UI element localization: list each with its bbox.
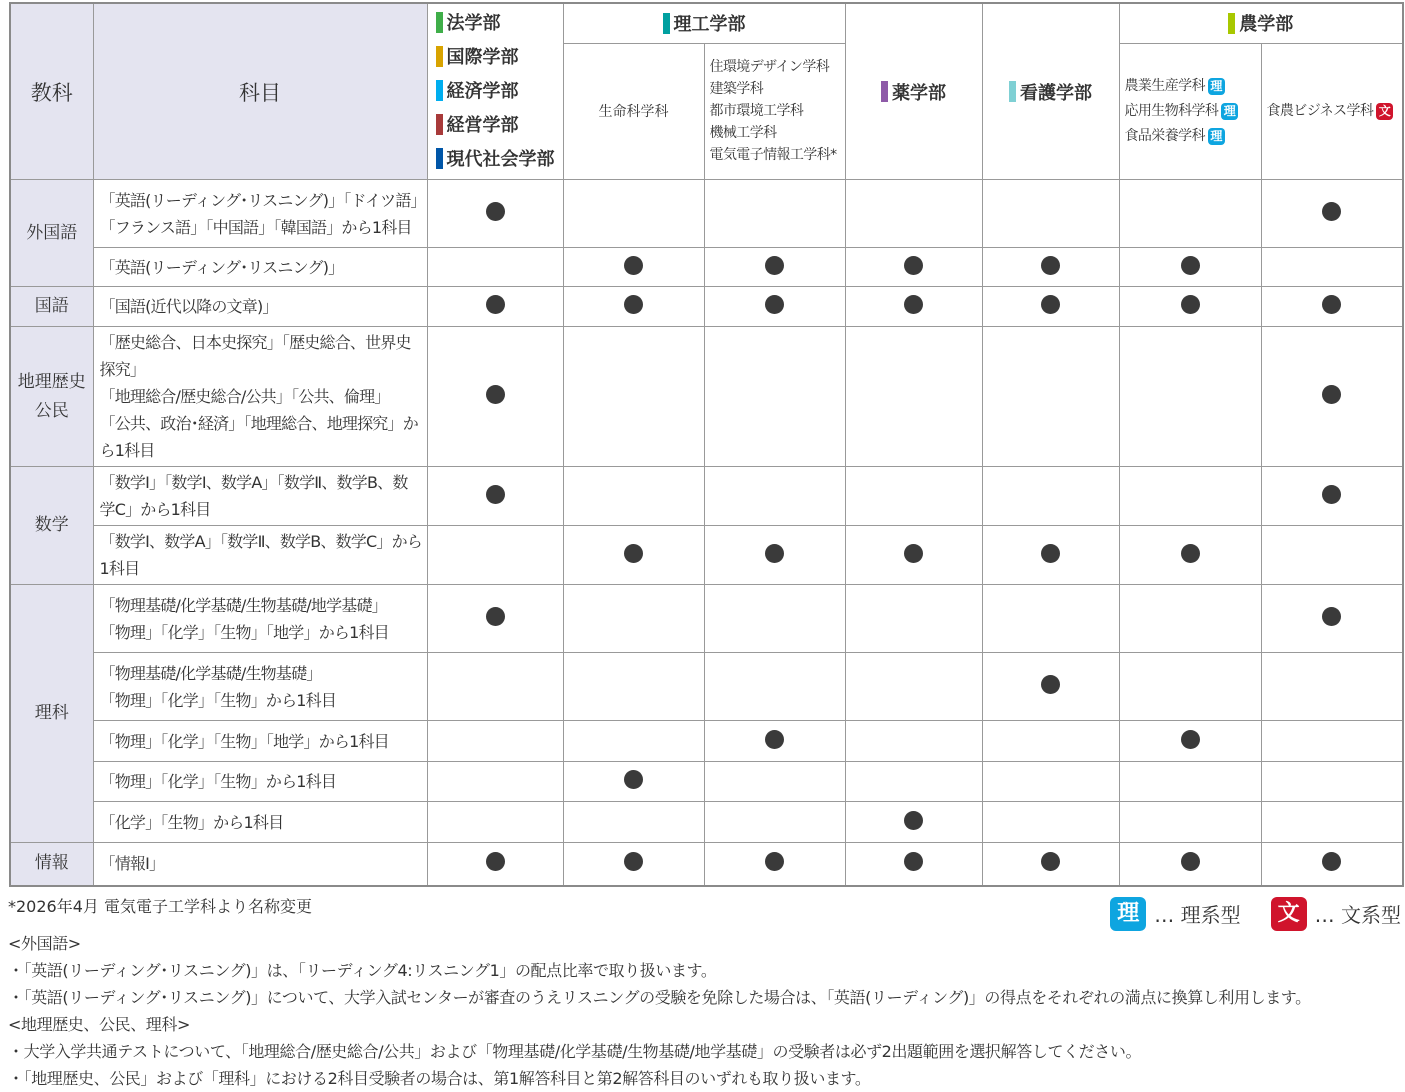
table-row bbox=[10, 327, 1403, 467]
color-bar-icon bbox=[663, 13, 670, 34]
mark-cell bbox=[563, 180, 704, 248]
filled-circle-icon bbox=[1181, 730, 1200, 749]
mark-cell bbox=[704, 585, 845, 653]
faculty-name: 法学部 bbox=[446, 13, 501, 34]
mark-cell bbox=[563, 762, 704, 802]
filled-circle-icon bbox=[486, 485, 505, 504]
dept-name bbox=[1262, 99, 1403, 124]
mark-cell bbox=[845, 327, 982, 467]
science-badge-icon: 理 bbox=[1208, 128, 1225, 145]
mark-cell bbox=[427, 248, 563, 287]
subject-line: 「国語(近代以降の文章)」 bbox=[99, 297, 278, 316]
subject-cell bbox=[93, 248, 427, 287]
subject-cell bbox=[93, 802, 427, 843]
filled-circle-icon bbox=[1181, 544, 1200, 563]
subject-line: 「英語(リーディング･リスニング)」「ドイツ語」 bbox=[99, 190, 426, 210]
note-line: ・大学入学共通テストについて、「地理総合/歴史総合/公共」および「物理基礎/化学基礎/生物基礎/地学基礎」の受験者は必ず2出題範囲を選択解答してください。 bbox=[8, 1041, 1142, 1061]
filled-circle-icon bbox=[904, 811, 923, 830]
filled-circle-icon bbox=[765, 256, 784, 275]
subject-line: 「数学Ⅰ」「数学Ⅰ、数学A」「数学Ⅱ、数学B、数学C」から1科目 bbox=[99, 473, 408, 519]
mark-cell bbox=[704, 248, 845, 287]
subject-line: 「物理基礎/化学基礎/生物基礎」 bbox=[99, 663, 322, 683]
subject-line: 「物理」「化学」「生物」から1科目 bbox=[99, 690, 337, 710]
mark-cell bbox=[427, 327, 563, 467]
faculty-4 bbox=[436, 145, 557, 171]
mark-cell bbox=[563, 585, 704, 653]
subject-cell bbox=[93, 467, 427, 526]
color-bar-icon bbox=[436, 12, 443, 33]
dept-label: 農業生産学科 bbox=[1124, 77, 1205, 94]
dept-name: 都市環境工学科 bbox=[709, 103, 804, 120]
mark-cell bbox=[704, 287, 845, 327]
filled-circle-icon bbox=[904, 256, 923, 275]
filled-circle-icon bbox=[1322, 852, 1341, 871]
subject-cell bbox=[93, 585, 427, 653]
mark-cell bbox=[845, 802, 982, 843]
filled-circle-icon bbox=[1041, 256, 1060, 275]
header-subject: 科目 bbox=[93, 3, 427, 180]
table-row bbox=[10, 287, 1403, 327]
faculty-name: 理工学部 bbox=[673, 14, 746, 36]
subject-cell bbox=[93, 762, 427, 802]
humanities-badge-icon: 文 bbox=[1271, 897, 1307, 931]
subject-line: 「歴史総合、日本史探究」「歴史総合、世界史探究」 bbox=[99, 333, 411, 379]
category-cell bbox=[10, 467, 93, 585]
faculty-pharmacy bbox=[845, 3, 982, 180]
note-line: ・「英語(リーディング･リスニング)」について、大学入試センターが審査のうえリスニングの受験を免除した場合は、「英語(リーディング)」の得点をそれぞれの満点に換算し利用します。 bbox=[8, 987, 1311, 1007]
table-row bbox=[10, 762, 1403, 802]
subject-line: 「英語(リーディング･リスニング)」 bbox=[99, 257, 344, 277]
legend-label: … 理系型 bbox=[1154, 903, 1241, 927]
mark-cell bbox=[982, 248, 1119, 287]
category-cell bbox=[10, 843, 93, 886]
mark-cell bbox=[1261, 248, 1403, 287]
filled-circle-icon bbox=[1041, 675, 1060, 694]
mark-cell bbox=[563, 526, 704, 585]
filled-circle-icon bbox=[1041, 544, 1060, 563]
mark-cell bbox=[1119, 327, 1261, 467]
filled-circle-icon bbox=[486, 852, 505, 871]
mark-cell bbox=[704, 802, 845, 843]
science-badge-icon: 理 bbox=[1110, 897, 1146, 931]
mark-cell bbox=[1261, 467, 1403, 526]
subject-cell bbox=[93, 526, 427, 585]
faculty-name: 薬学部 bbox=[892, 82, 946, 104]
category-label: 公民 bbox=[34, 400, 69, 421]
mark-cell bbox=[845, 180, 982, 248]
subject-line: 「数学Ⅰ、数学A」「数学Ⅱ、数学B、数学C」から1科目 bbox=[99, 532, 422, 578]
mark-cell bbox=[1261, 287, 1403, 327]
dept-name: 電気電子情報工学科* bbox=[709, 147, 837, 164]
subject-cell bbox=[93, 180, 427, 248]
dept-life-science: 生命科学科 bbox=[563, 43, 704, 179]
mark-cell bbox=[1119, 526, 1261, 585]
mark-cell bbox=[704, 653, 845, 721]
footnote: *2026年4月 電気電子工学科より名称変更 bbox=[8, 896, 312, 916]
mark-cell bbox=[1119, 180, 1261, 248]
dept-list-science bbox=[704, 43, 845, 179]
mark-cell bbox=[845, 287, 982, 327]
note-line: <地理歴史、公民、理科> bbox=[8, 1014, 191, 1034]
dept-name: 住環境デザイン学科 bbox=[709, 59, 830, 76]
mark-cell bbox=[563, 287, 704, 327]
mark-cell bbox=[1261, 762, 1403, 802]
faculty-name: 現代社会学部 bbox=[446, 149, 555, 170]
faculty-name: 経営学部 bbox=[446, 115, 519, 136]
mark-cell bbox=[845, 721, 982, 762]
filled-circle-icon bbox=[765, 852, 784, 871]
faculty-name: 国際学部 bbox=[446, 47, 519, 68]
mark-cell bbox=[1261, 327, 1403, 467]
filled-circle-icon bbox=[765, 730, 784, 749]
mark-cell bbox=[845, 248, 982, 287]
category-label: 数学 bbox=[34, 515, 69, 535]
mark-cell bbox=[982, 467, 1119, 526]
category-cell bbox=[10, 180, 93, 287]
color-bar-icon bbox=[436, 114, 443, 135]
mark-cell bbox=[563, 467, 704, 526]
dept-name bbox=[1120, 74, 1261, 99]
mark-cell bbox=[427, 585, 563, 653]
mark-cell bbox=[563, 327, 704, 467]
mark-cell bbox=[982, 180, 1119, 248]
faculty-name: 農学部 bbox=[1239, 14, 1294, 36]
filled-circle-icon bbox=[486, 202, 505, 221]
table-row bbox=[10, 467, 1403, 526]
note-line: <外国語> bbox=[8, 933, 81, 953]
dept-name: 機械工学科 bbox=[709, 125, 777, 142]
category-cell bbox=[10, 585, 93, 843]
legend bbox=[1080, 897, 1401, 931]
subject-line: 「化学」「生物」から1科目 bbox=[99, 812, 284, 832]
dept-name bbox=[1120, 99, 1261, 124]
mark-cell bbox=[427, 843, 563, 886]
table-row bbox=[10, 248, 1403, 287]
mark-cell bbox=[845, 585, 982, 653]
mark-cell bbox=[982, 843, 1119, 886]
mark-cell bbox=[1261, 721, 1403, 762]
dept-name: 建築学科 bbox=[709, 81, 764, 98]
table-row bbox=[10, 180, 1403, 248]
subject-line: 「物理」「化学」「生物」から1科目 bbox=[99, 772, 337, 791]
mark-cell bbox=[704, 526, 845, 585]
dept-label: 食農ビジネス学科 bbox=[1266, 102, 1374, 119]
mark-cell bbox=[563, 653, 704, 721]
science-badge-icon: 理 bbox=[1221, 103, 1238, 120]
color-bar-icon bbox=[1009, 81, 1016, 102]
table-row bbox=[10, 585, 1403, 653]
color-bar-icon bbox=[436, 80, 443, 101]
category-label: 地理歴史 bbox=[17, 371, 86, 392]
filled-circle-icon bbox=[624, 852, 643, 871]
mark-cell bbox=[704, 180, 845, 248]
mark-cell bbox=[1119, 843, 1261, 886]
mark-cell bbox=[427, 653, 563, 721]
category-label: 外国語 bbox=[26, 222, 78, 243]
filled-circle-icon bbox=[765, 544, 784, 563]
filled-circle-icon bbox=[624, 295, 643, 314]
subject-line: 「物理」「化学」「生物」「地学」から1科目 bbox=[99, 731, 389, 751]
filled-circle-icon bbox=[486, 607, 505, 626]
mark-cell bbox=[1119, 287, 1261, 327]
legend-label: … 文系型 bbox=[1314, 903, 1401, 927]
filled-circle-icon bbox=[1322, 295, 1341, 314]
filled-circle-icon bbox=[624, 544, 643, 563]
note-line: ・「英語(リーディング･リスニング)」は、「リーディング4:リスニング1」の配点比率で取り扱います。 bbox=[8, 960, 717, 980]
subject-line: 「物理」「化学」「生物」「地学」から1科目 bbox=[99, 622, 389, 642]
mark-cell bbox=[1261, 585, 1403, 653]
mark-cell bbox=[1261, 526, 1403, 585]
filled-circle-icon bbox=[904, 295, 923, 314]
category-cell bbox=[10, 287, 93, 327]
mark-cell bbox=[845, 762, 982, 802]
faculty-1 bbox=[436, 43, 557, 69]
mark-cell bbox=[1119, 248, 1261, 287]
filled-circle-icon bbox=[624, 256, 643, 275]
color-bar-icon bbox=[436, 46, 443, 67]
mark-cell bbox=[1261, 802, 1403, 843]
mark-cell bbox=[427, 180, 563, 248]
filled-circle-icon bbox=[904, 852, 923, 871]
subject-table bbox=[9, 2, 1404, 887]
filled-circle-icon bbox=[1322, 385, 1341, 404]
note-line: ・「地理歴史、公民」および「理科」における2科目受験者の場合は、第1解答科目と第2解答科目のいずれも取り扱います。 bbox=[8, 1068, 871, 1088]
filled-circle-icon bbox=[1322, 202, 1341, 221]
mark-cell bbox=[845, 467, 982, 526]
mark-cell bbox=[427, 526, 563, 585]
filled-circle-icon bbox=[624, 770, 643, 789]
dept-list-agriculture bbox=[1119, 43, 1261, 179]
notes bbox=[8, 930, 1397, 1092]
mark-cell bbox=[1119, 585, 1261, 653]
subject-line: 「公共、政治･経済」「地理総合、地理探究」から1科目 bbox=[99, 414, 418, 460]
dept-label: 応用生物科学科 bbox=[1124, 102, 1219, 119]
header-category: 教科 bbox=[10, 3, 93, 180]
category-cell bbox=[10, 327, 93, 467]
subject-cell bbox=[93, 843, 427, 886]
category-label: 国語 bbox=[34, 296, 69, 316]
dept-name bbox=[1120, 124, 1261, 149]
mark-cell bbox=[982, 327, 1119, 467]
filled-circle-icon bbox=[904, 544, 923, 563]
mark-cell bbox=[1261, 653, 1403, 721]
mark-cell bbox=[563, 843, 704, 886]
mark-cell bbox=[704, 721, 845, 762]
subject-cell bbox=[93, 653, 427, 721]
mark-cell bbox=[1119, 802, 1261, 843]
color-bar-icon bbox=[436, 148, 443, 169]
mark-cell bbox=[982, 762, 1119, 802]
subject-line: 「情報Ⅰ」 bbox=[99, 854, 165, 874]
category-label: 情報 bbox=[34, 853, 69, 874]
mark-cell bbox=[982, 653, 1119, 721]
table-row bbox=[10, 802, 1403, 843]
subject-cell bbox=[93, 327, 427, 467]
mark-cell bbox=[1119, 467, 1261, 526]
mark-cell bbox=[427, 762, 563, 802]
category-label: 理科 bbox=[34, 703, 69, 723]
filled-circle-icon bbox=[1181, 852, 1200, 871]
filled-circle-icon bbox=[1041, 852, 1060, 871]
mark-cell bbox=[982, 526, 1119, 585]
mark-cell bbox=[427, 802, 563, 843]
mark-cell bbox=[563, 802, 704, 843]
mark-cell bbox=[704, 467, 845, 526]
dept-food-business bbox=[1261, 43, 1403, 179]
mark-cell bbox=[704, 327, 845, 467]
mark-cell bbox=[982, 802, 1119, 843]
faculty-0 bbox=[436, 9, 557, 35]
mark-cell bbox=[982, 721, 1119, 762]
mark-cell bbox=[982, 287, 1119, 327]
subject-line: 「地理総合/歴史総合/公共」「公共、倫理」 bbox=[99, 387, 390, 406]
mark-cell bbox=[563, 248, 704, 287]
table-row bbox=[10, 526, 1403, 585]
mark-cell bbox=[1119, 721, 1261, 762]
mark-cell bbox=[563, 721, 704, 762]
table-row bbox=[10, 843, 1403, 886]
subject-cell bbox=[93, 287, 427, 327]
mark-cell bbox=[704, 762, 845, 802]
mark-cell bbox=[1261, 843, 1403, 886]
mark-cell bbox=[982, 585, 1119, 653]
science-badge-icon: 理 bbox=[1208, 78, 1225, 95]
faculty-nursing bbox=[982, 3, 1119, 180]
color-bar-icon bbox=[1228, 13, 1235, 34]
subject-line: 「フランス語」「中国語」「韓国語」から1科目 bbox=[99, 217, 412, 237]
mark-cell bbox=[845, 843, 982, 886]
faculty-3 bbox=[436, 111, 557, 137]
filled-circle-icon bbox=[1322, 485, 1341, 504]
humanities-badge-icon: 文 bbox=[1376, 103, 1393, 120]
mark-cell bbox=[1119, 653, 1261, 721]
subject-line: 「物理基礎/化学基礎/生物基礎/地学基礎」 bbox=[99, 595, 387, 615]
faculty-science bbox=[563, 3, 845, 43]
mark-cell bbox=[704, 843, 845, 886]
table-row bbox=[10, 721, 1403, 762]
filled-circle-icon bbox=[1322, 607, 1341, 626]
faculty-agriculture bbox=[1119, 3, 1403, 43]
color-bar-icon bbox=[881, 81, 888, 102]
mark-cell bbox=[1119, 762, 1261, 802]
faculty-group-1 bbox=[427, 3, 563, 180]
mark-cell bbox=[427, 467, 563, 526]
faculty-2 bbox=[436, 77, 557, 103]
filled-circle-icon bbox=[765, 295, 784, 314]
faculty-name: 看護学部 bbox=[1020, 82, 1092, 104]
dept-label: 食品栄養学科 bbox=[1124, 127, 1205, 144]
filled-circle-icon bbox=[1041, 295, 1060, 314]
mark-cell bbox=[845, 526, 982, 585]
subject-cell bbox=[93, 721, 427, 762]
faculty-name: 経済学部 bbox=[446, 81, 519, 102]
mark-cell bbox=[427, 721, 563, 762]
mark-cell bbox=[427, 287, 563, 327]
filled-circle-icon bbox=[1181, 295, 1200, 314]
filled-circle-icon bbox=[486, 385, 505, 404]
table-row bbox=[10, 653, 1403, 721]
filled-circle-icon bbox=[486, 295, 505, 314]
footer bbox=[0, 893, 1405, 1092]
mark-cell bbox=[845, 653, 982, 721]
mark-cell bbox=[1261, 180, 1403, 248]
filled-circle-icon bbox=[1181, 256, 1200, 275]
